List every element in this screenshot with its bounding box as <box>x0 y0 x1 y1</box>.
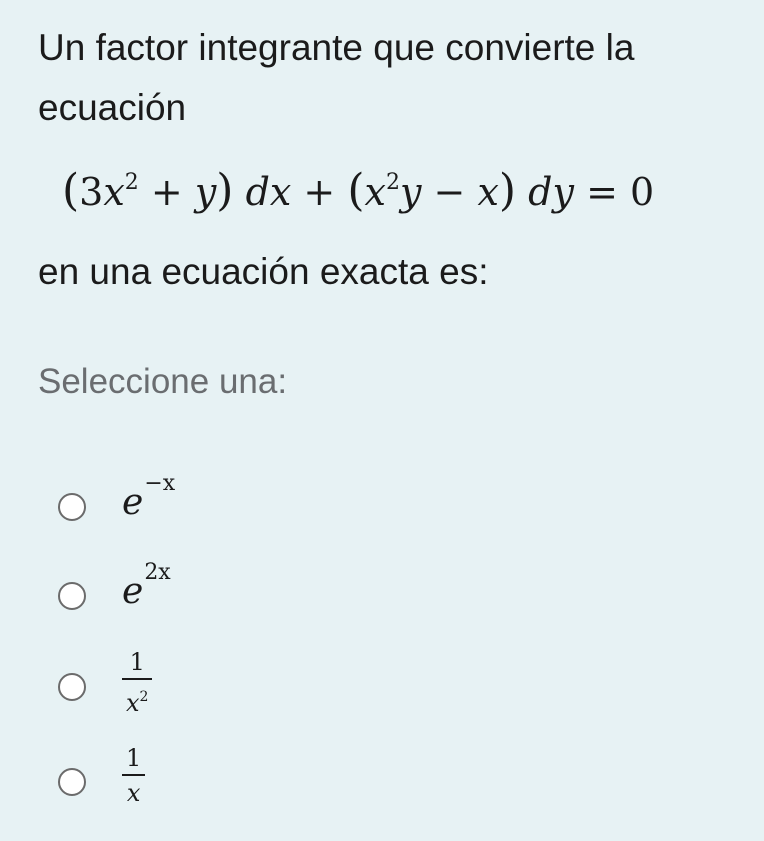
select-prompt: Seleccione una: <box>38 362 288 401</box>
option-math: $\frac{1}{x^2}$ <box>122 648 152 717</box>
radio-button[interactable] <box>58 493 86 521</box>
option-one-over-x[interactable] <box>56 744 356 808</box>
option-e-neg-x[interactable] <box>56 471 356 536</box>
radio-button[interactable] <box>58 768 86 796</box>
question-text-line-3: en una ecuación exacta es: <box>38 251 489 292</box>
radio-button[interactable] <box>58 582 86 610</box>
option-math: e−x <box>122 471 176 523</box>
option-e-2x[interactable] <box>56 560 356 625</box>
differential-equation: $(3x^2 + y)$ dx + $(x^2y - x)$ dy = 0 <box>62 165 655 216</box>
option-one-over-x-squared[interactable] <box>56 648 356 717</box>
option-math: e2x <box>122 560 171 612</box>
radio-button[interactable] <box>58 673 86 701</box>
option-math: $\frac{1}{x}$ <box>122 744 145 807</box>
question-text-line-1: Un factor integrante que convierte la <box>38 27 635 68</box>
question-text-line-2: ecuación <box>38 87 187 128</box>
